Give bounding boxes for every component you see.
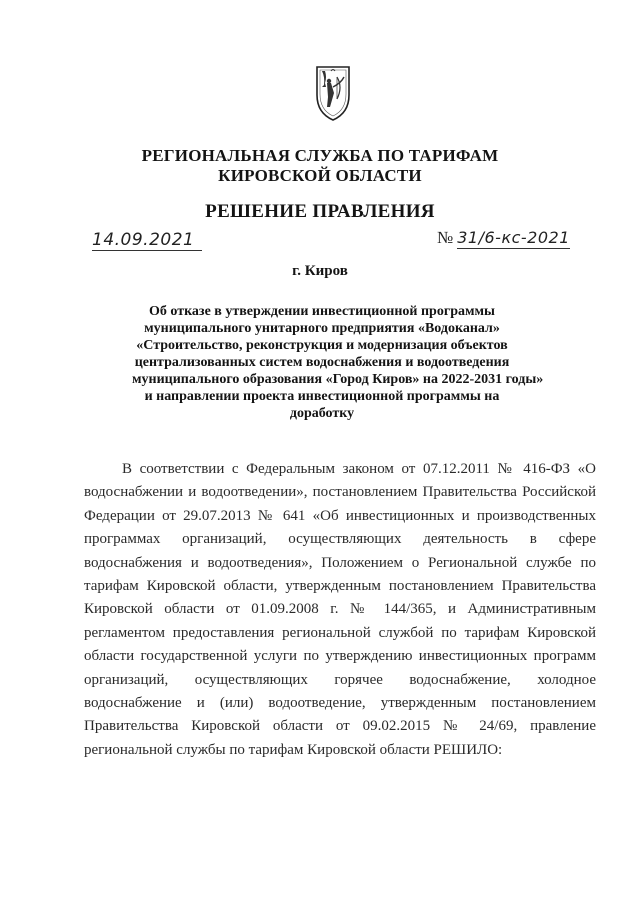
body-line: В соответствии с Федеральным законом от 07.12.2011 № 416-ФЗ «О xyxy=(122,461,596,477)
subject-line: муниципального унитарного предприятия «Водоканал» xyxy=(144,321,500,336)
body-line: тарифам Кировской области, утвержденным постановлением Правительства xyxy=(84,577,596,594)
body-line: области государственной услуги по утверждению инвестиционных программ xyxy=(84,648,596,665)
body-line: Кировской области от 01.09.2008 г. № 144/365, и Административным xyxy=(84,601,596,618)
body-line: водоснабжения и водоотведения», Положением о Региональной службе по xyxy=(84,554,596,571)
subject-line: «Строительство, реконструкция и модернизация объектов xyxy=(136,338,508,353)
kirov-coat-of-arms-icon xyxy=(313,63,353,123)
city-name: г. Киров xyxy=(292,263,348,279)
body-line: Федерации от 29.07.2013 № 641 «Об инвестиционных и производственных xyxy=(84,507,596,524)
document-type-title: РЕШЕНИЕ ПРАВЛЕНИЯ xyxy=(205,201,435,222)
body-line: региональной службы по тарифам Кировской области РЕШИЛО: xyxy=(84,741,503,758)
body-line: Правительства Кировской области от 09.02.2015 № 24/69, правление xyxy=(84,718,596,735)
body-line: организаций, осуществляющих горячее водоснабжение, холодное xyxy=(84,671,596,688)
subject-line: централизованных систем водоснабжения и водоотведения xyxy=(134,355,510,370)
body-line: регламентом предоставления региональной службой по тарифам Кировской xyxy=(84,624,596,641)
subject-line: и направлении проекта инвестиционной программы на xyxy=(144,389,500,404)
decision-subject xyxy=(132,303,544,422)
subject-line: доработку xyxy=(289,406,355,421)
decision-number: 31/6-кс-2021 xyxy=(457,228,570,247)
organization-name-line-2: КИРОВСКОЙ ОБЛАСТИ xyxy=(218,166,422,185)
body-line: водоснабжение и (или) водоотведение, утвержденным постановлением xyxy=(84,694,596,711)
subject-line: муниципального образования «Город Киров» на 2022-2031 годы» xyxy=(132,372,544,387)
body-paragraph xyxy=(84,458,596,762)
decision-date: 14.09.2021 xyxy=(92,230,202,251)
body-line: программах организаций, осуществляющих деятельность в сфере xyxy=(84,531,596,548)
decision-number-block xyxy=(437,228,570,252)
number-sign: № xyxy=(437,228,454,247)
subject-line: Об отказе в утверждении инвестиционной программы xyxy=(149,304,495,319)
organization-name-line-1: РЕГИОНАЛЬНАЯ СЛУЖБА ПО ТАРИФАМ xyxy=(141,146,499,165)
body-line: водоснабжении и водоотведении», постановлением Правительства Российской xyxy=(84,484,596,501)
